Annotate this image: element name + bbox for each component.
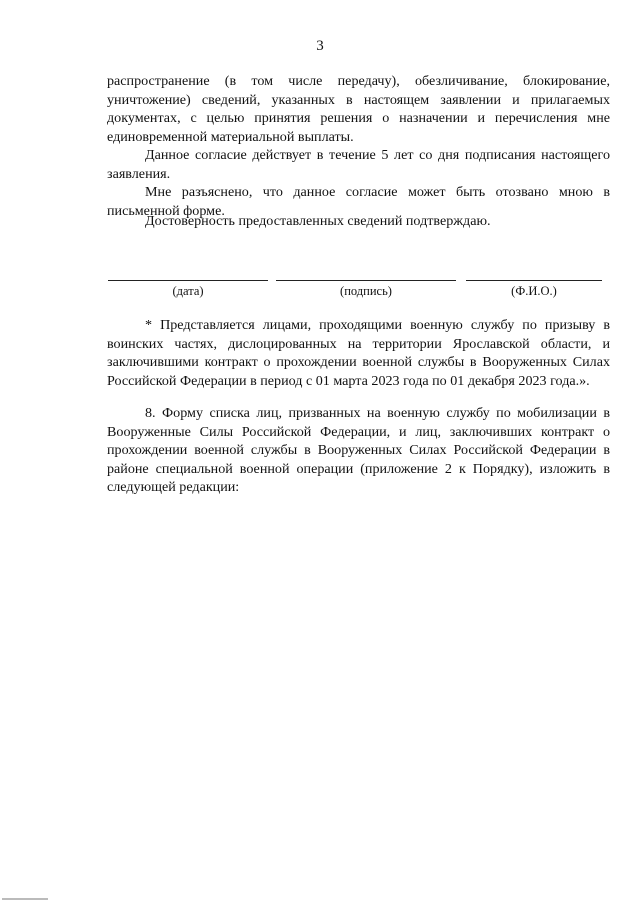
signature-label: (подпись) (340, 284, 392, 298)
consent-paragraph-continuation: распространение (в том числе передачу), обезличивание, блокирование, уничтожение) сведений, указанных в настоящем заявлении и прилагаемых документах, с целью принятия решения о назначении и перечисления мне единовременной материальной выплаты. (107, 73, 610, 145)
date-label: (дата) (172, 284, 204, 298)
consent-duration-paragraph: Данное согласие действует в течение 5 лет со дня подписания настоящего заявления. (107, 147, 610, 182)
scan-artifact (2, 898, 48, 900)
date-signature-line (108, 280, 268, 281)
item-8-paragraph: 8. Форму списка лиц, призванных на военную службу по мобилизации в Вооруженные Силы Российской Федерации, и лиц, заключивших контракт о прохождении военной службы в Вооруженных Силах Российской Федерации в районе специальной военной операции (приложение 2 к Порядку), изложить в следующей редакции: (107, 405, 610, 496)
signature-line (276, 280, 456, 281)
accuracy-confirmation-paragraph: Достоверность предоставленных сведений подтверждаю. (145, 213, 491, 229)
full-name-label: (Ф.И.О.) (511, 284, 557, 298)
full-name-signature-line (466, 280, 602, 281)
consent-revocation-paragraph: Мне разъяснено, что данное согласие может быть отозвано мною в письменной форме. (107, 184, 610, 219)
page-number: 3 (316, 38, 324, 54)
footnote-paragraph: * Представляется лицами, проходящими военную службу по призыву в воинских частях, дислоцированных на территории Ярославской области, и заключившими контракт о прохождении военной службы в Вооруженных Силах Российской Федерации в период с 01 марта 2023 года по 01 декабря 2023 года.». (107, 317, 610, 389)
